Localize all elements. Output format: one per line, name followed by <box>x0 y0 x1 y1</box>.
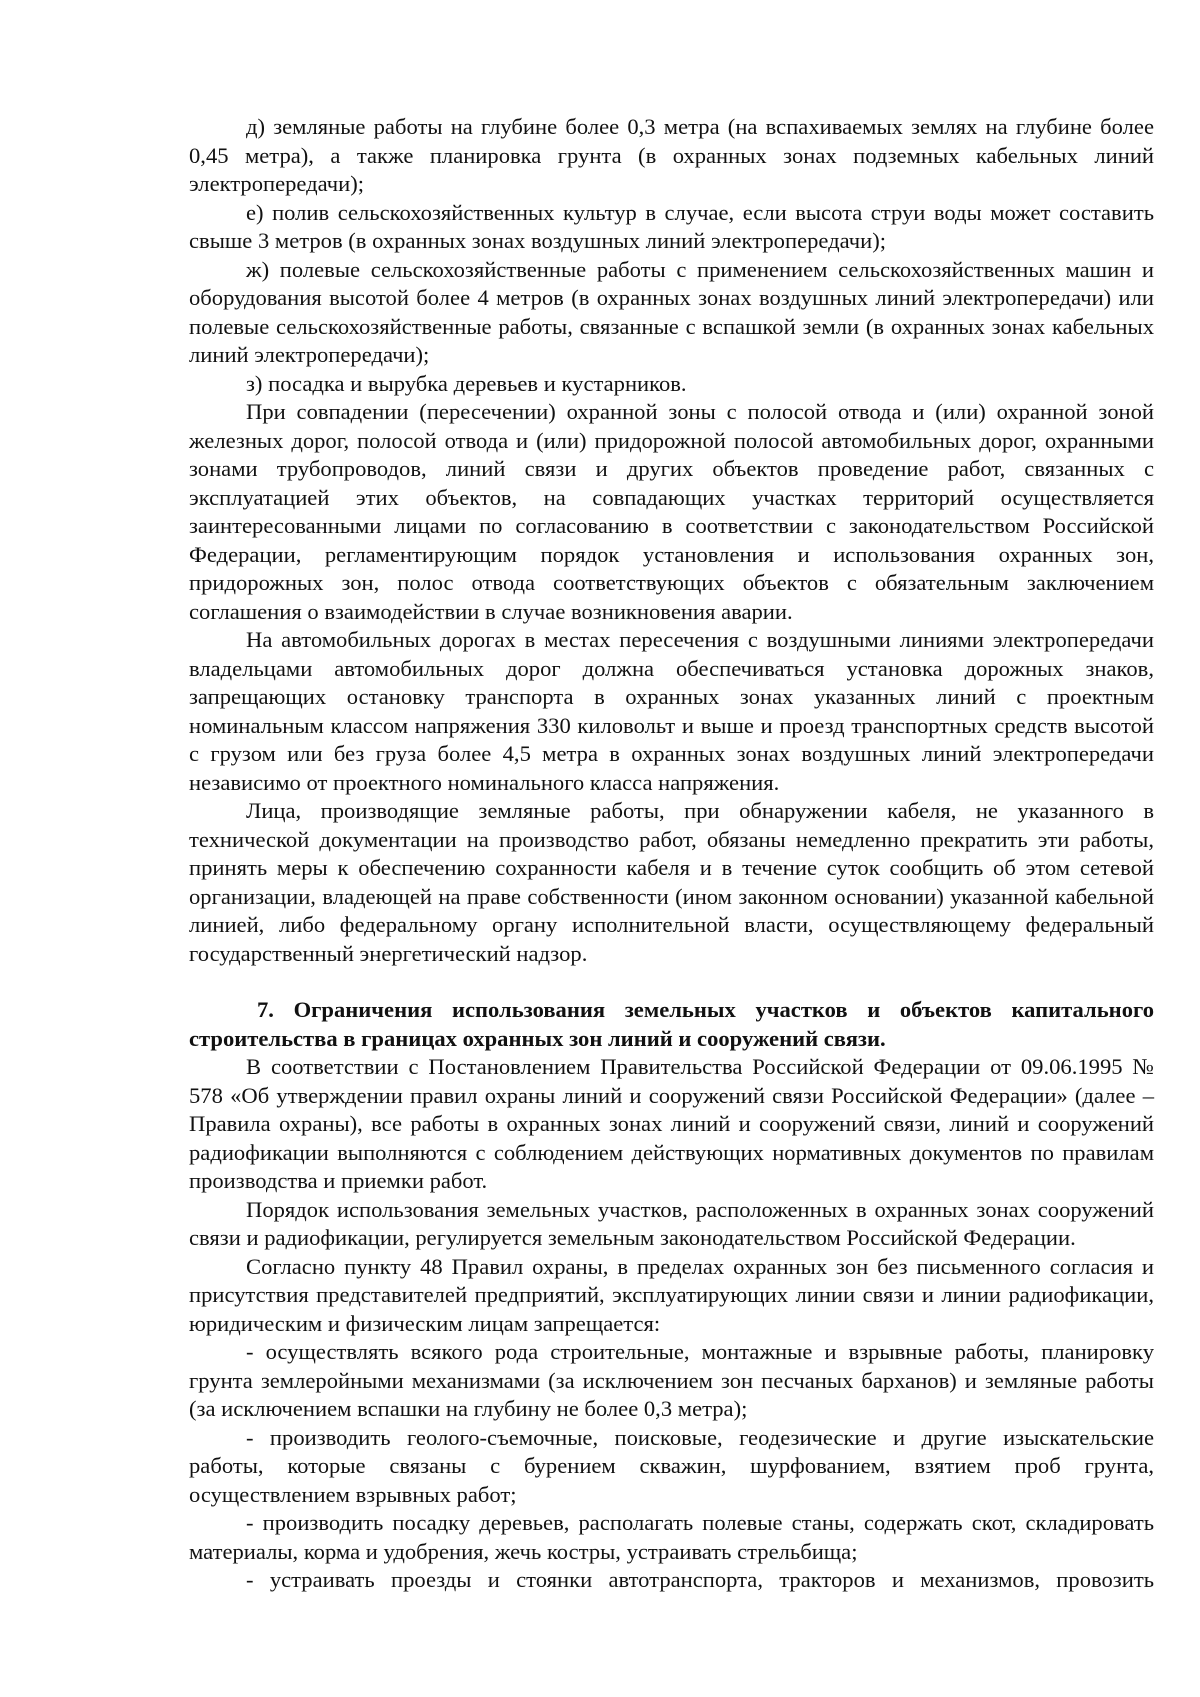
document-page <box>189 113 1154 1595</box>
paragraph-item-d: д) земляные работы на глубине более 0,3 метра (на вспахиваемых землях на глубине более 0,45 метра), а также планировка грунта (в охранных зонах подземных кабельных линий электропередачи); <box>189 114 1154 196</box>
paragraph-road-signs: На автомобильных дорогах в местах пересечения с воздушными линиями электропередачи владельцами автомобильных дорог должна обеспечиваться установка дорожных знаков, запрещающих остановку транспорта в охранных зонах указанных линий с проектным номинальным классом напряжения 330 киловольт и выше и проезд транспортных средств высотой с грузом или без груза более 4,5 метра в охранных зонах воздушных линий электропередачи независимо от проектного номинального класса напряжения. <box>189 627 1154 795</box>
paragraph-cable-discovery: Лица, производящие земляные работы, при обнаружении кабеля, не указанного в технической документации на производство работ, обязаны немедленно прекратить эти работы, принять меры к обеспечению сохранности кабеля и в течение суток сообщить об этом сетевой организации, владеющей на праве собственности (ином законном основании) указанной кабельной линией, либо федеральному органу исполнительной власти, осуществляющему федеральный государственный энергетический надзор. <box>189 798 1154 966</box>
section-heading: 7. Ограничения использования земельных участков и объектов капитального строительства в границах охранных зон линий и сооружений связи. <box>189 997 1154 1051</box>
paragraph-zone-overlap: При совпадении (пересечении) охранной зоны с полосой отвода и (или) охранной зоной железных дорог, полосой отвода и (или) придорожной полосой автомобильных дорог, охранными зонами трубопроводов, линий связи и других объектов проведение работ, связанных с эксплуатацией этих объектов, на совпадающих участках территорий осуществляется заинтересованными лицами по согласованию в соответствии с законодательством Российской Федерации, регламентирующим порядок установления и использования охранных зон, придорожных зон, полос отвода соответствующих объектов с обязательным заключением соглашения о взаимодействии в случае возникновения аварии. <box>189 399 1154 624</box>
paragraph-item-e: е) полив сельскохозяйственных культур в случае, если высота струи воды может составить свыше 3 метров (в охранных зонах воздушных линий электропередачи); <box>189 199 1154 253</box>
list-item-planting-livestock: - производить посадку деревьев, располагать полевые станы, содержать скот, складировать материалы, корма и удобрения, жечь костры, устраивать стрельбища; <box>189 1510 1154 1564</box>
paragraph-item-zh: ж) полевые сельскохозяйственные работы с применением сельскохозяйственных машин и оборудования высотой более 4 метров (в охранных зонах воздушных линий электропередачи) или полевые сельскохозяйственные работы, связанные с вспашкой земли (в охранных зонах кабельных линий электропередачи); <box>189 256 1154 367</box>
paragraph-rule-48: Согласно пункту 48 Правил охраны, в пределах охранных зон без письменного согласия и присутствия представителей предприятий, эксплуатирующих линии связи и линии радиофикации, юридическим и физическим лицам запрещается: <box>189 1253 1154 1336</box>
paragraph-item-z: з) посадка и вырубка деревьев и кустарников. <box>246 370 687 396</box>
list-item-vehicle-passages: - устраивать проезды и стоянки автотранспорта, тракторов и механизмов, провозить <box>246 1567 1154 1592</box>
paragraph-resolution-578: В соответствии с Постановлением Правительства Российской Федерации от 09.06.1995 № 578 «Об утверждении правил охраны линий и сооружений связи Российской Федерации» (далее – Правила охраны), все работы в охранных зонах линий и сооружений связи, линий и сооружений радиофикации выполняются с соблюдением действующих нормативных документов по правилам производства и приемки работ. <box>189 1054 1154 1193</box>
list-item-construction-works: - осуществлять всякого рода строительные, монтажные и взрывные работы, планировку грунта землеройными механизмами (за исключением зон песчаных барханов) и земляные работы (за исключением вспашки на глубину не более 0,3 метра); <box>189 1339 1154 1421</box>
list-item-survey-works: - производить геолого-съемочные, поисковые, геодезические и другие изыскательские работы, которые связаны с бурением скважин, шурфованием, взятием проб грунта, осуществлением взрывных работ; <box>189 1424 1154 1507</box>
paragraph-land-use-order: Порядок использования земельных участков, расположенных в охранных зонах сооружений связи и радиофикации, регулируется земельным законодательством Российской Федерации. <box>189 1196 1154 1250</box>
